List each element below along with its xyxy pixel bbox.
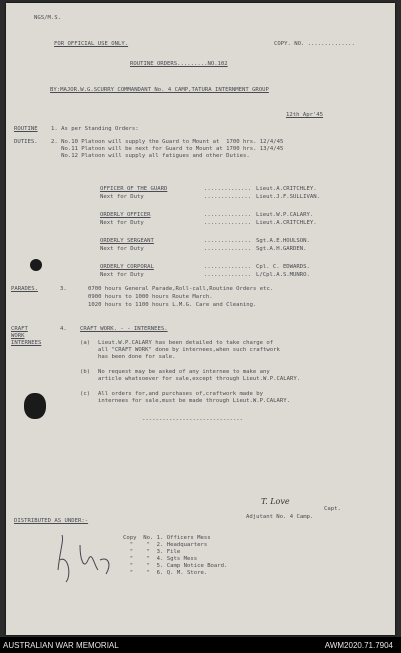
roster-leader: .............. bbox=[204, 220, 252, 226]
parades-number: 3. bbox=[60, 286, 67, 292]
copy-list-item: Copy No. 1. Officers Mess bbox=[123, 535, 211, 541]
craft-heading-word: CRAFT bbox=[11, 326, 28, 332]
copy-list-item: " " 2. Headquarters bbox=[123, 542, 208, 548]
roster-role: Next for Duty bbox=[100, 194, 144, 200]
craft-heading-word: WORK bbox=[11, 333, 25, 339]
archive-footer bbox=[0, 637, 401, 653]
roster-role: Next for Duty bbox=[100, 246, 144, 252]
copy-list-item: " " 3. File bbox=[123, 549, 181, 555]
roster-leader: .............. bbox=[204, 272, 252, 278]
signatory-rank: Capt. bbox=[324, 506, 341, 512]
duty-line: No.11 Platoon will be next for Guard to Mount at 1700 hrs. 13/4/45 bbox=[51, 146, 284, 152]
roster-name: Lieut.J.F.SULLIVAN. bbox=[256, 194, 320, 200]
issued-by-line: BY:MAJOR.W.G.SCURRY COMMANDANT No. 4 CAMP,TATURA INTERNMENT GROUP bbox=[50, 87, 269, 93]
roster-role: Next for Duty bbox=[100, 220, 144, 226]
official-use-heading: FOR OFFICIAL USE ONLY. bbox=[54, 41, 129, 47]
signature: T. Love bbox=[261, 497, 290, 506]
roster-name: Lieut.A.CRITCHLEY. bbox=[256, 220, 317, 226]
duty-line: 2. No.10 Platoon will supply the Guard to Mount at 1700 hrs. 12/4/45 bbox=[51, 139, 284, 145]
craft-item-line: internees for sale,must be made through Lieut.W.P.CALARY. bbox=[98, 398, 290, 404]
roster-name: Lieut.A.CRITCHLEY. bbox=[256, 186, 317, 192]
routine-orders-title: ROUTINE ORDERS.........NO.102 bbox=[130, 61, 228, 67]
parade-line: 1020 hours to 1100 hours L.M.G. Care and Cleaning. bbox=[88, 302, 257, 308]
copy-list-item: " " 4. Sgts Mess bbox=[123, 556, 198, 562]
punch-hole bbox=[30, 259, 42, 271]
craft-item-line: has been done for sale. bbox=[98, 354, 176, 360]
copy-list-item: " " 6. Q. M. Store. bbox=[123, 570, 208, 576]
craft-item-line: Lieut.W.P.CALARY has been detailed to take charge of bbox=[98, 340, 274, 346]
roster-leader: .............. bbox=[204, 264, 252, 270]
document-page bbox=[6, 3, 395, 635]
routine-heading: ROUTINE bbox=[14, 126, 38, 132]
roster-leader: .............. bbox=[204, 194, 252, 200]
craft-item-line: No request may be asked of any internee to make any bbox=[98, 369, 270, 375]
craft-item-line: all "CRAFT WORK" done by internees,when such craftwork bbox=[98, 347, 280, 353]
roster-role: Next for Duty bbox=[100, 272, 144, 278]
roster-leader: .............. bbox=[204, 186, 252, 192]
roster-name: L/Cpl.A.S.MUNRO. bbox=[256, 272, 310, 278]
handwritten-initials bbox=[50, 530, 120, 586]
roster-leader: .............. bbox=[204, 212, 252, 218]
parade-line: 0700 hours General Parade,Roll-call,Routine Orders etc. bbox=[88, 286, 274, 292]
craft-item-line: All orders for,and purchases of,craftwork made by bbox=[98, 391, 264, 397]
divider-rule: ------------------------------ bbox=[142, 417, 244, 423]
duties-heading: DUTIES. bbox=[14, 139, 38, 145]
craft-item-label: (a) bbox=[80, 340, 91, 346]
craft-title: CRAFT WORK. - - INTERNEES. bbox=[80, 326, 168, 332]
torn-hole bbox=[24, 393, 46, 419]
craft-heading-word: INTERNEES bbox=[11, 340, 42, 346]
roster-role: ORDERLY OFFICER bbox=[100, 212, 151, 218]
routine-text: 1. As per Standing Orders: bbox=[51, 126, 139, 132]
doc-ref: NGS/M.S. bbox=[34, 15, 61, 21]
parades-heading: PARADES. bbox=[11, 286, 38, 292]
roster-name: Cpl. C. EDWARDS. bbox=[256, 264, 310, 270]
roster-role: ORDERLY CORPORAL bbox=[100, 264, 154, 270]
craft-number: 4. bbox=[60, 326, 67, 332]
roster-role: ORDERLY SERGEANT bbox=[100, 238, 154, 244]
roster-name: Sgt.A.E.HOULSON. bbox=[256, 238, 310, 244]
copy-list-item: " " 5. Camp Notice Board. bbox=[123, 563, 228, 569]
duty-line: No.12 Platoon will supply all fatigues and other Duties. bbox=[51, 153, 250, 159]
roster-name: Sgt.A.H.GARDEN. bbox=[256, 246, 307, 252]
parade-line: 0900 hours to 1000 hours Route March. bbox=[88, 294, 213, 300]
signatory-title: Adjutant No. 4 Camp. bbox=[246, 514, 314, 520]
order-date: 12th Apr'45 bbox=[286, 112, 324, 118]
roster-leader: .............. bbox=[204, 246, 252, 252]
craft-item-label: (c) bbox=[80, 391, 91, 397]
footer-accession: AWM2020.71.7904 bbox=[324, 641, 393, 650]
roster-role: OFFICER OF THE GUARD bbox=[100, 186, 168, 192]
copy-number: COPY. NO. .............. bbox=[274, 41, 355, 47]
footer-institution: AUSTRALIAN WAR MEMORIAL bbox=[3, 641, 119, 650]
craft-item-label: (b) bbox=[80, 369, 91, 375]
roster-leader: .............. bbox=[204, 238, 252, 244]
roster-name: Lieut.W.P.CALARY. bbox=[256, 212, 314, 218]
distribution-heading: DISTRIBUTED AS UNDER:- bbox=[14, 518, 89, 524]
craft-item-line: article whatsoever for sale,except through Lieut.W.P.CALARY. bbox=[98, 376, 301, 382]
